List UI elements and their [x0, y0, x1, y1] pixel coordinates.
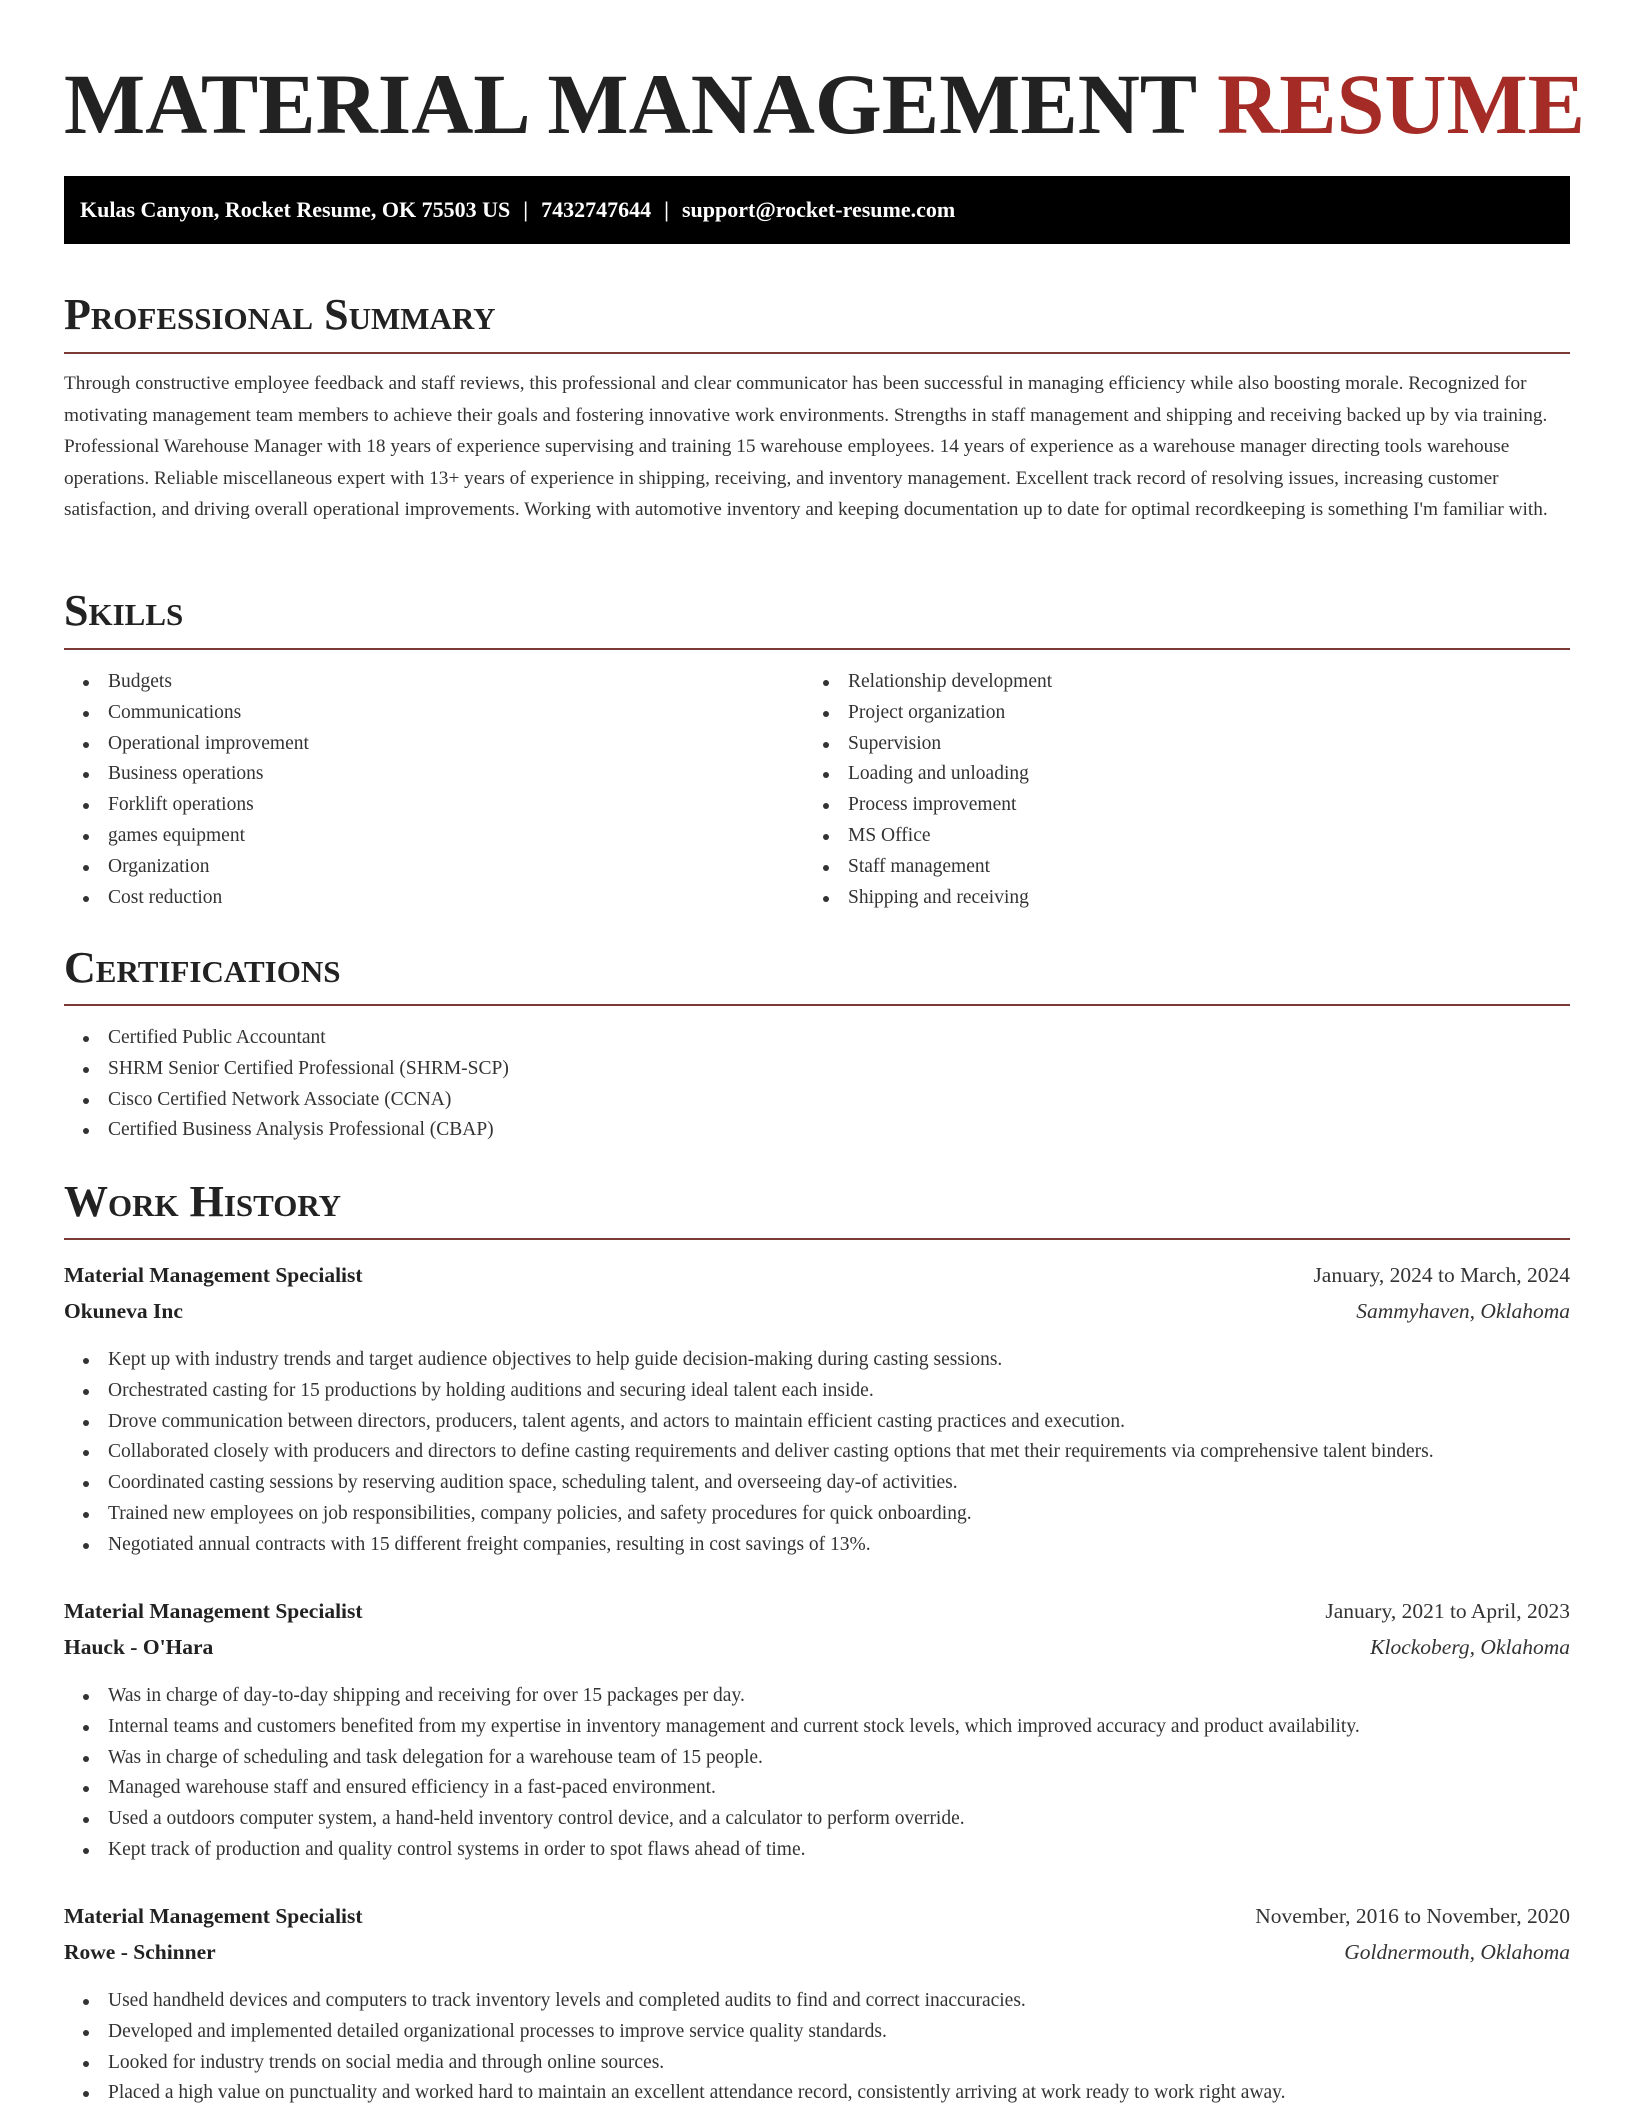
- job-header: [64, 1258, 1570, 1292]
- job-title: Material Management Specialist: [64, 1904, 363, 1928]
- skill-item: Budgets: [64, 667, 309, 698]
- certifications-heading: Certifications: [64, 943, 341, 992]
- certification-item: SHRM Senior Certified Professional (SHRM-SCP): [64, 1054, 509, 1085]
- skill-item: Process improvement: [804, 790, 1052, 821]
- job-bullet: Was in charge of scheduling and task delegation for a warehouse team of 15 people.: [64, 1743, 1360, 1774]
- job-bullet: Coordinated casting sessions by reserving audition space, scheduling talent, and overseeing day-of activities.: [64, 1468, 1434, 1499]
- job-bullet: Drove communication between directors, producers, talent agents, and actors to maintain efficient casting practices and execution.: [64, 1407, 1434, 1438]
- skills-heading: Skills: [64, 586, 184, 635]
- skill-item: Supervision: [804, 729, 1052, 760]
- job-dates: January, 2021 to April, 2023: [1325, 1599, 1570, 1623]
- summary-heading: Professional Summary: [64, 290, 496, 339]
- job-bullet: Trained new employees on job responsibilities, company policies, and safety procedures for quick onboarding.: [64, 1499, 1434, 1530]
- job-title: Material Management Specialist: [64, 1599, 363, 1623]
- job-dates: January, 2024 to March, 2024: [1313, 1263, 1570, 1287]
- work-history-divider: [64, 1238, 1570, 1240]
- skills-list-right: [804, 667, 1052, 913]
- job-bullet: Developed and implemented detailed organizational processes to improve service quality standards.: [64, 2017, 1286, 2048]
- skill-item: Cost reduction: [64, 883, 309, 914]
- job-bullet: Kept up with industry trends and target audience objectives to help guide decision-making during casting sessions.: [64, 1345, 1434, 1376]
- title-accent: RESUME: [1217, 56, 1586, 152]
- job-title: Material Management Specialist: [64, 1263, 363, 1287]
- job-bullet: Negotiated annual contracts with 15 different freight companies, resulting in cost savings of 13%.: [64, 1530, 1434, 1561]
- job-bullet: Placed a high value on punctuality and worked hard to maintain an excellent attendance record, consistently arriving at work ready to work right away.: [64, 2078, 1286, 2109]
- contact-address: Kulas Canyon, Rocket Resume, OK 75503 US: [80, 197, 511, 222]
- job-bullet: Used a outdoors computer system, a hand-held inventory control device, and a calculator to perform override.: [64, 1804, 1360, 1835]
- job-bullet: Collaborated closely with producers and directors to define casting requirements and deliver casting options that met their requirements via comprehensive talent binders.: [64, 1437, 1434, 1468]
- skill-item: Shipping and receiving: [804, 883, 1052, 914]
- skill-item: Relationship development: [804, 667, 1052, 698]
- skill-item: MS Office: [804, 821, 1052, 852]
- job-bullet: Looked for industry trends on social media and through online sources.: [64, 2048, 1286, 2079]
- job-company: Hauck - O'Hara: [64, 1635, 214, 1659]
- certification-item: Certified Business Analysis Professional (CBAP): [64, 1115, 509, 1146]
- skill-item: Staff management: [804, 852, 1052, 883]
- contact-bar: [64, 176, 1570, 244]
- job-bullet: Managed warehouse staff and ensured efficiency in a fast-paced environment.: [64, 1773, 1360, 1804]
- certifications-divider: [64, 1004, 1570, 1006]
- job-bullets: [64, 1345, 1434, 1561]
- job-location: Goldnermouth, Oklahoma: [1344, 1940, 1570, 1964]
- summary-divider: [64, 352, 1570, 354]
- contact-phone: 7432747644: [541, 197, 652, 222]
- job-bullet: Orchestrated casting for 15 productions by holding auditions and securing ideal talent each inside.: [64, 1376, 1434, 1407]
- job-header: [64, 1594, 1570, 1628]
- job-subheader: [64, 1294, 1570, 1328]
- skills-list-left: [64, 667, 309, 913]
- contact-email: support@rocket-resume.com: [681, 197, 956, 222]
- job-bullet: Kept track of production and quality control systems in order to spot flaws ahead of time.: [64, 1835, 1360, 1866]
- contact-separator: |: [664, 197, 669, 222]
- job-bullets: [64, 1681, 1360, 1866]
- skill-item: Project organization: [804, 698, 1052, 729]
- work-history-heading: Work History: [64, 1177, 342, 1226]
- job-bullet: Internal teams and customers benefited from my expertise in inventory management and current stock levels, which improved accuracy and product availability.: [64, 1712, 1360, 1743]
- certification-item: Cisco Certified Network Associate (CCNA): [64, 1085, 509, 1116]
- title-main: MATERIAL MANAGEMENT: [64, 56, 1196, 152]
- summary-text: Through constructive employee feedback and staff reviews, this professional and clear communicator has been successful in managing efficiency while also boosting morale. Recognized for motivating management team members to achieve their goals and fostering innovative work environments. Strengths in staff management and shipping and receiving backed up by via training. Professional Warehouse Manager with 18 years of experience supervising and training 15 warehouse employees. 14 years of experience as a warehouse manager directing tools warehouse operations. Reliable miscellaneous expert with 13+ years of experience in shipping, receiving, and inventory management. Excellent track record of resolving issues, increasing customer satisfaction, and driving overall operational improvements. Working with automotive inventory and keeping documentation up to date for optimal recordkeeping is something I'm familiar with.: [64, 373, 1548, 520]
- certification-item: Certified Public Accountant: [64, 1023, 509, 1054]
- job-subheader: [64, 1935, 1570, 1969]
- job-header: [64, 1899, 1570, 1933]
- skill-item: games equipment: [64, 821, 309, 852]
- skill-item: Organization: [64, 852, 309, 883]
- skill-item: Operational improvement: [64, 729, 309, 760]
- certifications-list: [64, 1023, 509, 1146]
- skill-item: Loading and unloading: [804, 759, 1052, 790]
- skill-item: Business operations: [64, 759, 309, 790]
- job-bullets: [64, 1986, 1286, 2109]
- job-bullet: Used handheld devices and computers to track inventory levels and completed audits to find and correct inaccuracies.: [64, 1986, 1286, 2017]
- skill-item: Forklift operations: [64, 790, 309, 821]
- skills-divider: [64, 648, 1570, 650]
- skill-item: Communications: [64, 698, 309, 729]
- job-company: Okuneva Inc: [64, 1299, 183, 1323]
- job-subheader: [64, 1630, 1570, 1664]
- job-dates: November, 2016 to November, 2020: [1255, 1904, 1570, 1928]
- resume-title: [64, 55, 1585, 153]
- contact-separator: |: [523, 197, 529, 222]
- job-company: Rowe - Schinner: [64, 1940, 216, 1964]
- job-bullet: Was in charge of day-to-day shipping and receiving for over 15 packages per day.: [64, 1681, 1360, 1712]
- job-location: Klockoberg, Oklahoma: [1370, 1635, 1570, 1659]
- job-location: Sammyhaven, Oklahoma: [1356, 1299, 1570, 1323]
